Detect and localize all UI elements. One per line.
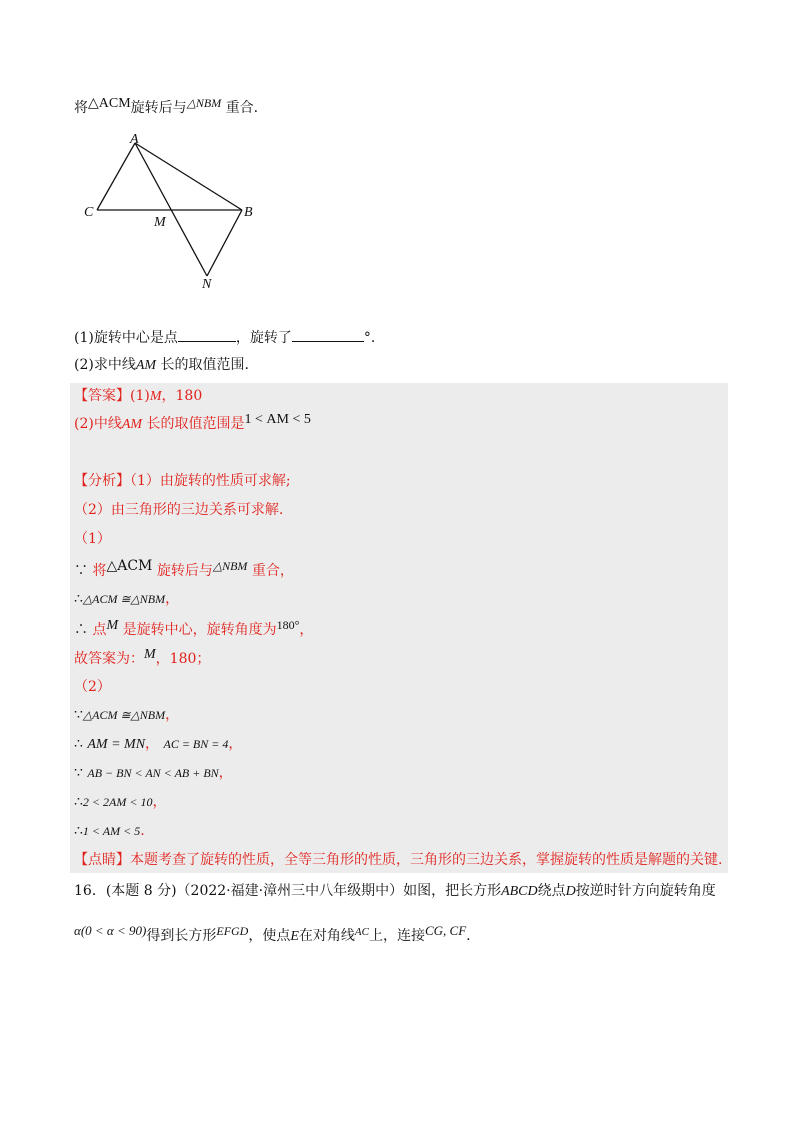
segment-ab	[135, 143, 242, 210]
analysis-step-8: ∴2 < 2AM < 10，	[74, 794, 167, 810]
analysis-line-2: （2）由三角形的三边关系可求解.	[74, 502, 284, 518]
label-a: A	[130, 132, 139, 147]
analysis-step-1: ∵ 将△ACM 旋转后与△NBM 重合，	[74, 558, 294, 579]
question-1: (1)旋转中心是点 ，旋转了 °.	[74, 327, 375, 347]
analysis-step-9: ∴1 < AM < 5.	[74, 823, 145, 839]
label-m: M	[154, 215, 166, 230]
label-b: B	[244, 205, 253, 220]
alpha-range: α(0 < α < 90)	[74, 923, 147, 938]
rect-abcd: ABCD	[501, 884, 538, 899]
analysis-part-1: （1）	[74, 531, 111, 547]
comment-label: 【点睛】	[74, 852, 130, 868]
triangle-nbm: △NBM	[186, 96, 222, 110]
diagonal-ac: AC	[354, 926, 369, 938]
comment-line: 【点睛】本题考查了旋转的性质，全等三角形的性质，三角形的三边关系，掌握旋转的性质是解题的关键.	[74, 852, 723, 868]
answer-label: 【答案】	[74, 388, 130, 404]
problem-16-line-1: 16．(本题 8 分)（2022·福建·漳州三中八年级期中）如图，把长方形ABCD绕点D按逆时针方向旋转角度	[74, 883, 716, 899]
answer-blank-angle[interactable]	[292, 327, 364, 342]
analysis-step-2: ∴△ACM ≅△NBM，	[74, 591, 180, 607]
segment-bn	[207, 210, 242, 276]
analysis-step-3: ∴ 点M 是旋转中心，旋转角度为180°，	[74, 618, 314, 638]
analysis-step-5: ∵△ACM ≅△NBM，	[74, 707, 180, 723]
problem-16-line-2: α(0 < α < 90)得到长方形EFGD，使点E在对角线$^{AC}$上，连接CG, CF.	[74, 923, 471, 944]
answer-blank-center[interactable]	[178, 327, 236, 342]
label-n: N	[202, 277, 212, 292]
analysis-header: 【分析】（1）由旋转的性质可求解;	[74, 473, 291, 489]
analysis-part-2: （2）	[74, 679, 111, 695]
intro-line: 将△ACM旋转后与△NBM 重合.	[74, 96, 259, 116]
triangle-figure	[80, 128, 265, 293]
triangle-acm: △ACM	[88, 96, 131, 111]
answer-line-2: (2)中线AM 长的取值范围是1 < AM < 5	[74, 412, 311, 432]
rect-efgd: EFGD	[216, 924, 249, 938]
analysis-step-6: ∴ AM = MN， AC = BN = 4，	[74, 736, 243, 752]
segment-ac	[97, 143, 135, 210]
segments-cg-cf: CG, CF	[424, 923, 467, 938]
question-2: (2)求中线AM 长的取值范围.	[74, 357, 249, 373]
analysis-label: 【分析】	[74, 473, 130, 489]
analysis-step-4: 故答案为：M，180；	[74, 647, 211, 667]
analysis-step-7: ∵ AB − BN < AN < AB + BN，	[74, 765, 233, 781]
answer-line-1: 【答案】(1)M，180	[74, 388, 203, 404]
label-c: C	[84, 205, 94, 220]
